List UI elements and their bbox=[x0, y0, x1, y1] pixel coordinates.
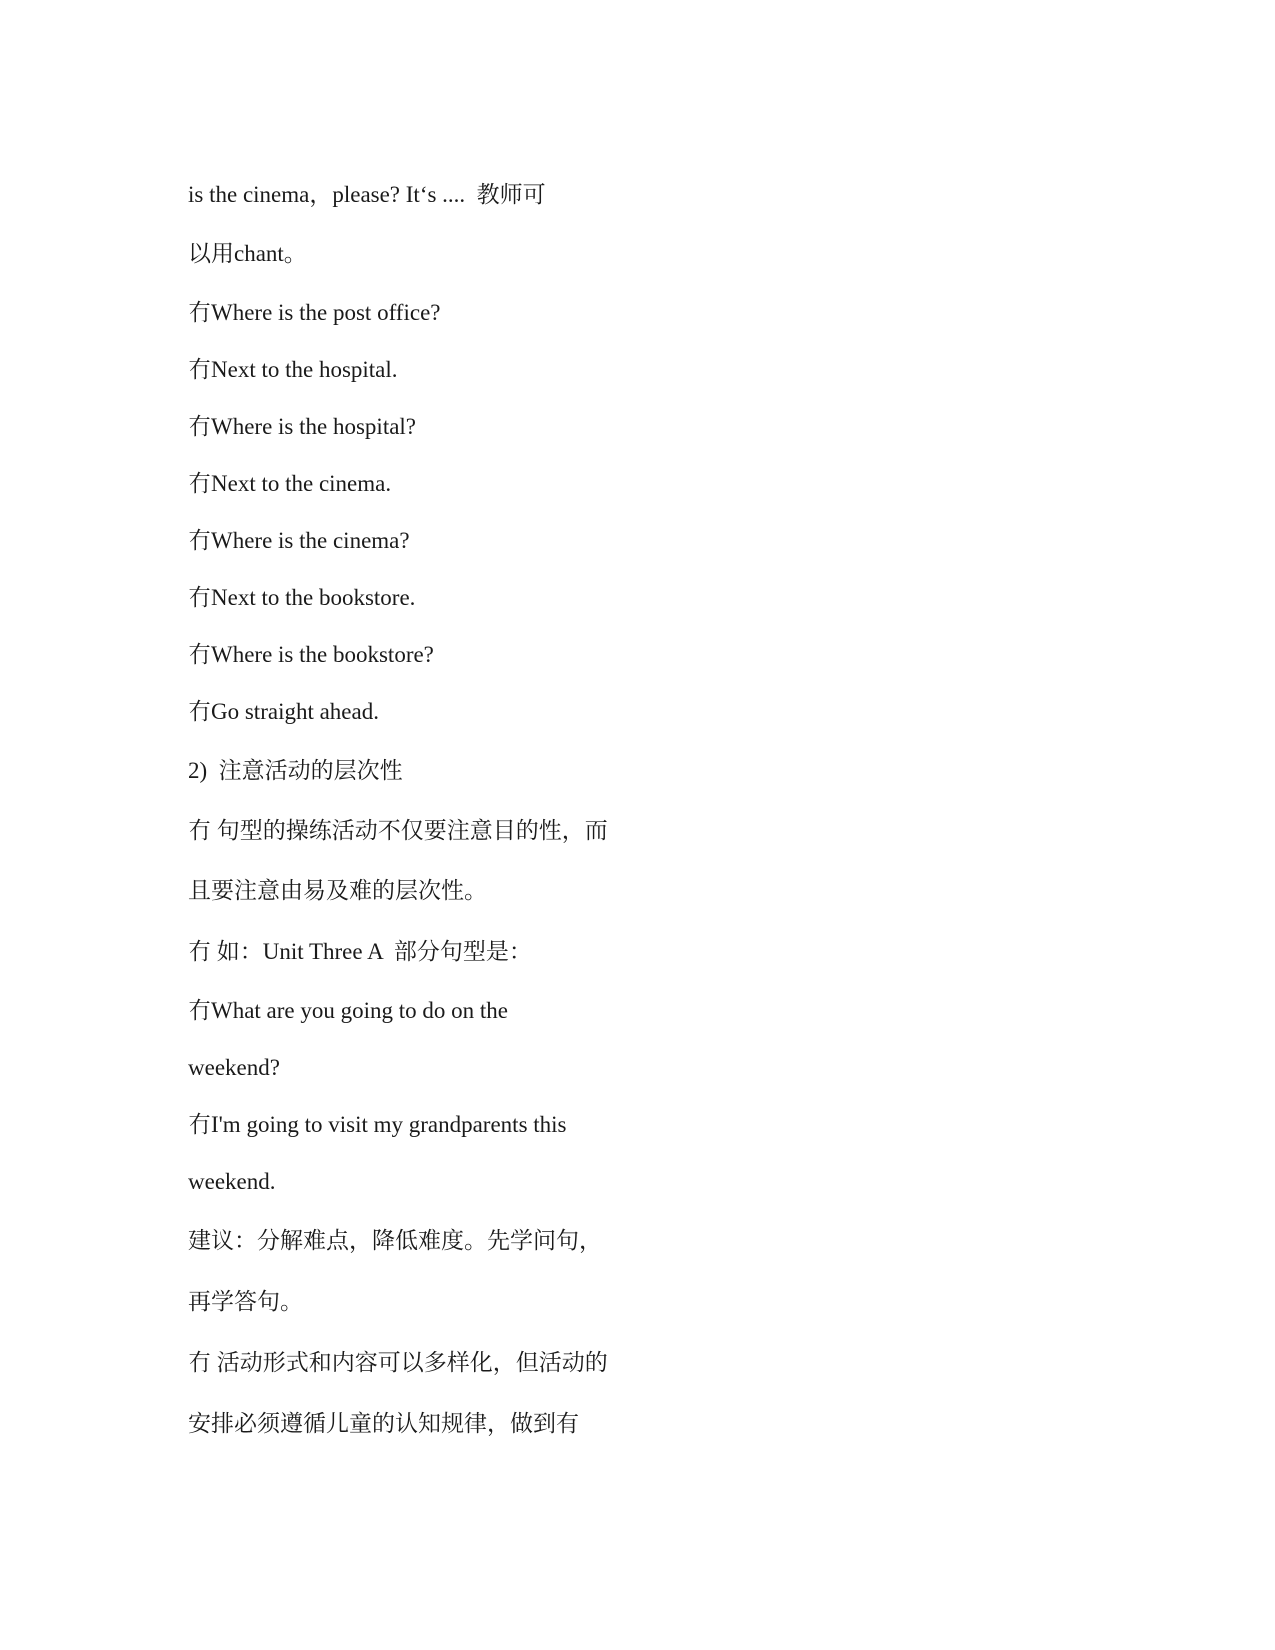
text-line: 冇Where is the hospital? bbox=[188, 414, 417, 439]
text-line: 冇Next to the cinema. bbox=[188, 471, 392, 496]
text-line: 冇Where is the post office? bbox=[188, 300, 441, 325]
text-line: 冇Where is the bookstore? bbox=[188, 642, 434, 667]
text-line: 建议：分解难点，降低难度。先学问句， bbox=[188, 1228, 602, 1253]
text-line: 冇Next to the hospital. bbox=[188, 357, 398, 382]
text-line: 冇 活动形式和内容可以多样化，但活动的 bbox=[188, 1350, 608, 1375]
text-line: 再学答句。 bbox=[188, 1289, 303, 1314]
text-line: 冇Where is the cinema? bbox=[188, 528, 410, 553]
text-line: 冇Next to the bookstore. bbox=[188, 585, 416, 610]
text-line: 冇 句型的操练活动不仅要注意目的性，而 bbox=[188, 818, 608, 843]
text-line: 冇 如：Unit Three A 部分句型是： bbox=[188, 939, 532, 964]
section-heading: 2) 注意活动的层次性 bbox=[188, 758, 403, 783]
text-line: 以用chant。 bbox=[188, 241, 307, 266]
text-line: 安排必须遵循儿童的认知规律，做到有 bbox=[188, 1411, 579, 1436]
text-line: 冇Go straight ahead. bbox=[188, 699, 379, 724]
text-line: 且要注意由易及难的层次性。 bbox=[188, 878, 487, 903]
text-line: 冇I'm going to visit my grandparents this bbox=[188, 1112, 567, 1137]
text-line: weekend. bbox=[188, 1169, 276, 1194]
text-line: 冇What are you going to do on the bbox=[188, 998, 509, 1023]
text-line: is the cinema，please? It‘s .... 教师可 bbox=[188, 182, 546, 207]
text-line: weekend? bbox=[188, 1055, 280, 1080]
